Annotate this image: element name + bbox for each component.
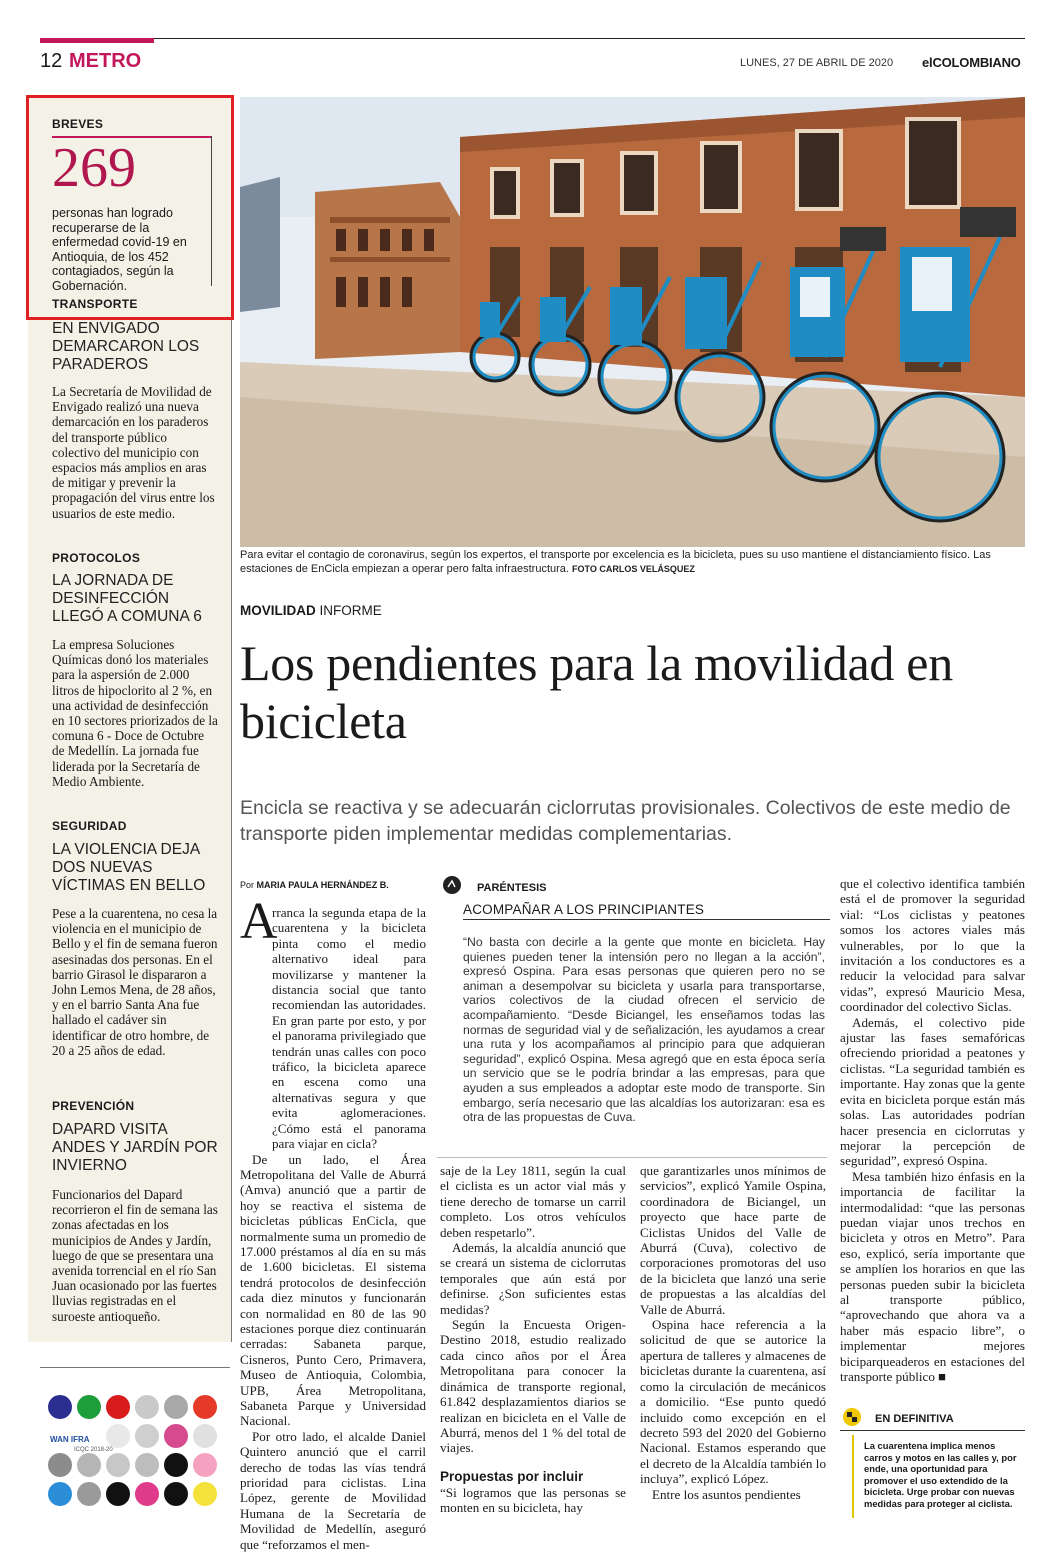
color-swatch [77, 1395, 101, 1419]
masthead: elCOLOMBIANO [922, 55, 1021, 70]
sidebar-body-transporte: La Secretaría de Movilidad de Envigado realizó una nueva demarcación en los paraderos del transporte público colectivo del municipio con espacios más amplios en aras de mitigar y prevenir la propagación del virus entre los usuarios de este medio. [52, 384, 215, 521]
sidebar-headline-transporte: EN ENVIGADO DEMARCARON LOS PARADEROS [52, 320, 200, 373]
sidebar-body-prevencion: Funcionarios del Dapard recorrieron el fin de semana las zonas afectadas en los municipios de Andes y Jardín, luego de que se presentara una avenida torrencial en el río San Juan ocasionado por las fuertes lluvias registradas en el suroeste antioqueño. [52, 1187, 218, 1324]
color-swatch [106, 1453, 130, 1477]
sidebar-body-seguridad: Pese a la cuarentena, no cesa la violencia en el municipio de Bello y el fin de semana fueron asesinadas dos personas. En el barrio Girasol le dispararon a John Lemos Mena, de 28 años, y en el barrio Santa Ana fue hallado el cadáver sin identificar de otro hombre, de 20 a 25 años de edad. [52, 906, 218, 1058]
paragraph: De un lado, el Área Metropolitana del Valle de Aburrá (Amva) anunció que a partir de hoy se reactiva el sistema de bicicletas públicas EnCicla, que normalmente suma un promedio de 17.000 préstamos al día en su más de 1.600 bicicletas. El sistema tendrá protocolos de desinfección cada diez minutos y funcionarán con normalidad en 80 de las 90 estaciones porque diez continuarán cerradas: Sabaneta parque, Cisneros, Punto Cero, Primavera, Museo de Antioquia, Colombia, UPB, Área Metropolitana, Sabaneta Parque y Universidad Nacional. [240, 1151, 426, 1429]
paragraph: Según la Encuesta Origen-Destino 2018, estudio realizado cada cinco años por el Área Metropolitana para conocer la dinámica de transporte regional, 61.842 desplazamientos diarios se realizan en bicicleta en el Valle de Aburrá, menos del 1 % del total de viajes. [440, 1317, 626, 1456]
big-number: 269 [52, 137, 136, 199]
paragraph: saje de la Ley 1811, según la cual el ciclista es un actor vial más y tiene derecho de tomarse un carril completo. Los otros vehículos deben respetarlo”. [440, 1163, 626, 1240]
color-swatch [193, 1424, 217, 1448]
article-column-3 [640, 1163, 826, 1502]
issue-date: LUNES, 27 DE ABRIL DE 2020 [740, 57, 894, 69]
caption-text: Para evitar el contagio de coronavirus, según los expertos, el transporte por excelencia es la bicicleta, pues su uso mantiene el distanciamiento físico. Las estaciones de EnCicla empiezan a operar pero falta infraestructura. [240, 549, 991, 575]
article-deck: Encicla se reactiva y se adecuarán ciclorrutas provisionales. Colectivos de este medio de transporte piden implementar medidas complementarias. [240, 797, 1011, 845]
breves-text: personas han logrado recuperarse de la enfermedad covid-19 en Antioquia, de los 452 contagiados, según la Gobernación. [52, 206, 187, 293]
en-definitiva-label: EN DEFINITIVA [875, 1413, 954, 1425]
section-accent-bar [40, 38, 154, 43]
bicycle-station-photo [240, 97, 1025, 547]
byline [240, 880, 389, 890]
subheading: Propuestas por incluir [440, 1469, 584, 1484]
print-color-bar [48, 1395, 220, 1535]
article-column-4 [840, 876, 1025, 1384]
sidebar-bottom-rule [40, 1367, 230, 1368]
color-swatch [164, 1395, 188, 1419]
article-column-1 [240, 905, 426, 1552]
paragraph: Ospina hace referencia a la solicitud de que se autorice la apertura de talleres y almacenes de bicicletas durante la cuarentena, así como la circulación de mecánicos a domicilio. “Ese punto quedó incluido como excepción en el decreto 593 del 2020 del Gobierno Nacional. Estamos esperando que el decreto de la Alcaldía también lo incluya”, explicó López. [640, 1317, 826, 1487]
byline-author: MARIA PAULA HERNÁNDEZ B. [256, 880, 389, 890]
color-swatch [106, 1395, 130, 1419]
paragraph: “Si logramos que las personas se monten en su bicicleta, hay [440, 1485, 626, 1516]
color-swatch [77, 1453, 101, 1477]
article-column-2 [440, 1163, 626, 1456]
section-name: METRO [69, 50, 142, 72]
byline-prefix: Por [240, 880, 255, 890]
parentesis-rule [463, 919, 830, 920]
color-swatch [193, 1453, 217, 1477]
kicker-type: INFORME [319, 603, 382, 618]
color-swatch [77, 1482, 101, 1506]
kicker [240, 603, 382, 618]
color-swatch [48, 1453, 72, 1477]
color-swatch [135, 1395, 159, 1419]
color-swatch [135, 1482, 159, 1506]
paragraph: rranca la segunda etapa de la cuarentena y la bicicleta pinta como el medio alternativo ideal para movilizarse y mantener la distancia social que tanto recomiendan las autoridades. En gran parte por esto, y por el panorama privilegiado que tendrán unas calles con poco tráfico, la bicicleta aparece en escena como una alternativas segura y que evita aglomeraciones. ¿Cómo está el panorama para viajar en cicla? [272, 905, 426, 1152]
top-rule [40, 38, 1025, 39]
breves-vertical-rule [211, 136, 212, 286]
checkered-icon [843, 1408, 861, 1426]
bicycle-icon [443, 876, 461, 894]
color-swatch [193, 1482, 217, 1506]
en-definitiva-text: La cuarentena implica menos carros y motos en las calles y, por ende, una oportunidad para promover el uso extendido de la bicicleta. Urge probar con nuevas medidas para proteger al ciclista. [864, 1440, 1017, 1509]
sidebar-label-transporte: TRANSPORTE [52, 297, 138, 311]
paragraph: Por otro lado, el alcalde Daniel Quintero anunció que el carril derecho de todas las vías tendrá prioridad para ciclistas. Lina López, gerente de Movilidad Humana de la Secretaría de Movilidad de Medellín, aseguró que “reforzamos el men- [240, 1428, 426, 1552]
photo-caption [240, 548, 1025, 576]
parentesis-text: “No basta con decirle a la gente que monte en bicicleta. Hay quienes pueden tener la intensión pero no llegan a la acción”, expresó Ospina. Para esas personas que quieren pero no se animan a desempolvar su bicicleta y usarla para transportarse, varios colectivos de la ciudad ofrecen el servicio de acompañamiento. “Desde Biciangel, les enseñamos todas las normas de seguridad vial y de señalización, les ayudamos a crear una ruta y los acompañamos al principio para que adquieran seguridad”, explicó Ospina. Mesa agregó que en esta época sería un servicio que se le podría brindar a las empresas, para que ayuden a sus empleados a adoptar este modo de transporte. Sin embargo, sería necesario que las alcaldías los autorizaran: esa es otra de las propuestas de Cuva. [463, 935, 825, 1125]
color-swatch [48, 1395, 72, 1419]
article-headline: Los pendientes para la movilidad en bicicleta [240, 635, 953, 749]
color-swatch [135, 1453, 159, 1477]
sidebar-headline-prevencion: DAPARD VISITA ANDES Y JARDÍN POR INVIERNO [52, 1121, 218, 1174]
color-swatch [48, 1482, 72, 1506]
sidebar-headline-seguridad: LA VIOLENCIA DEJA DOS NUEVAS VÍCTIMAS EN BELLO [52, 841, 206, 894]
color-swatch [164, 1453, 188, 1477]
wan-ifra-sub: ICQC 2018-20 [74, 1447, 113, 1453]
paragraph: que garantizarles unos mínimos de servicios”, explicó Yamile Ospina, coordinadora de Biciangel, un proyecto que hace parte de Ciclistas Unidos del Valle de Aburrá (Cuva), colectivo de corporaciones promotoras del uso de la bicicleta que lanzó una serie de propuestas a las alcaldías del Valle de Aburrá. [640, 1163, 826, 1317]
en-definitiva-accent [852, 1435, 854, 1518]
parentesis-label: PARÉNTESIS [477, 882, 547, 894]
paragraph: Mesa también hizo énfasis en la importancia de facilitar la intermodalidad: “que las personas puedan viajar unos trechos en bicicleta y otros en Metro”. Para eso, explicó, sería importante que se amplíen los horarios en que las personas pueden subir la bicicleta al transporte público, “aprovechando que ahora va a haber más espacio libre”, o implementar mejores biciparqueaderos en estaciones del transporte público ■ [840, 1168, 1025, 1384]
paragraph: Además, la alcaldía anunció que se creará un sistema de ciclorrutas temporales que aún está por definirse. ¿Son suficientes estas medidas? [440, 1240, 626, 1317]
breves-label: BREVES [52, 117, 104, 131]
color-swatch [193, 1395, 217, 1419]
wan-ifra-logo: WAN IFRA [50, 1435, 90, 1444]
color-swatch [164, 1424, 188, 1448]
color-swatch [164, 1482, 188, 1506]
parentesis-title: ACOMPAÑAR A LOS PRINCIPIANTES [463, 902, 705, 917]
sidebar-headline-protocolos: LA JORNADA DE DESINFECCIÓN LLEGÓ A COMUNA 6 [52, 572, 202, 625]
sidebar-body-protocolos: La empresa Soluciones Químicas donó los materiales para la aspersión de 2.000 litros de hipoclorito al 2 %, en una actividad de desinfección en 10 sectores priorizados de la comuna 6 - Doce de Octubre de Medellín. La jornada fue liderada por la Secretaría de Medio Ambiente. [52, 637, 218, 789]
kicker-section: MOVILIDAD [240, 603, 316, 618]
sidebar-label-seguridad: SEGURIDAD [52, 819, 127, 833]
sidebar-label-prevencion: PREVENCIÓN [52, 1099, 135, 1113]
drop-cap: A [240, 893, 278, 950]
color-swatch [135, 1424, 159, 1448]
sidebar-label-protocolos: PROTOCOLOS [52, 551, 141, 565]
en-definitiva-rule [840, 1430, 1025, 1431]
paragraph: Además, el colectivo pide ajustar las fases semafóricas ofreciendo prioridad a peatones y ciclistas. “La seguridad también es importante. Hay zonas que la gente evita en bicicleta porque están más solas. Las autoridades podrían hacer presencia en ciclorrutas y mejorar la percepción de seguridad”, expresó Ospina. [840, 1014, 1025, 1169]
article-column-2-continued [440, 1485, 626, 1516]
color-swatch [106, 1482, 130, 1506]
paragraph: Entre los asuntos pendientes [652, 1486, 801, 1502]
page-number: 12 [40, 50, 63, 72]
paragraph: que el colectivo identifica también está el de promover la seguridad vial: “Los ciclistas y peatones somos los actores viales más vulnerables, por lo que la invitación a los conductores es a reducir la velocidad para salvar vidas”, expresó Mauricio Mesa, coordinador del colectivo Siclas. [840, 876, 1025, 1015]
photo-credit: FOTO CARLOS VELÁSQUEZ [572, 564, 695, 574]
parentesis-bottom-rule [437, 1157, 827, 1158]
